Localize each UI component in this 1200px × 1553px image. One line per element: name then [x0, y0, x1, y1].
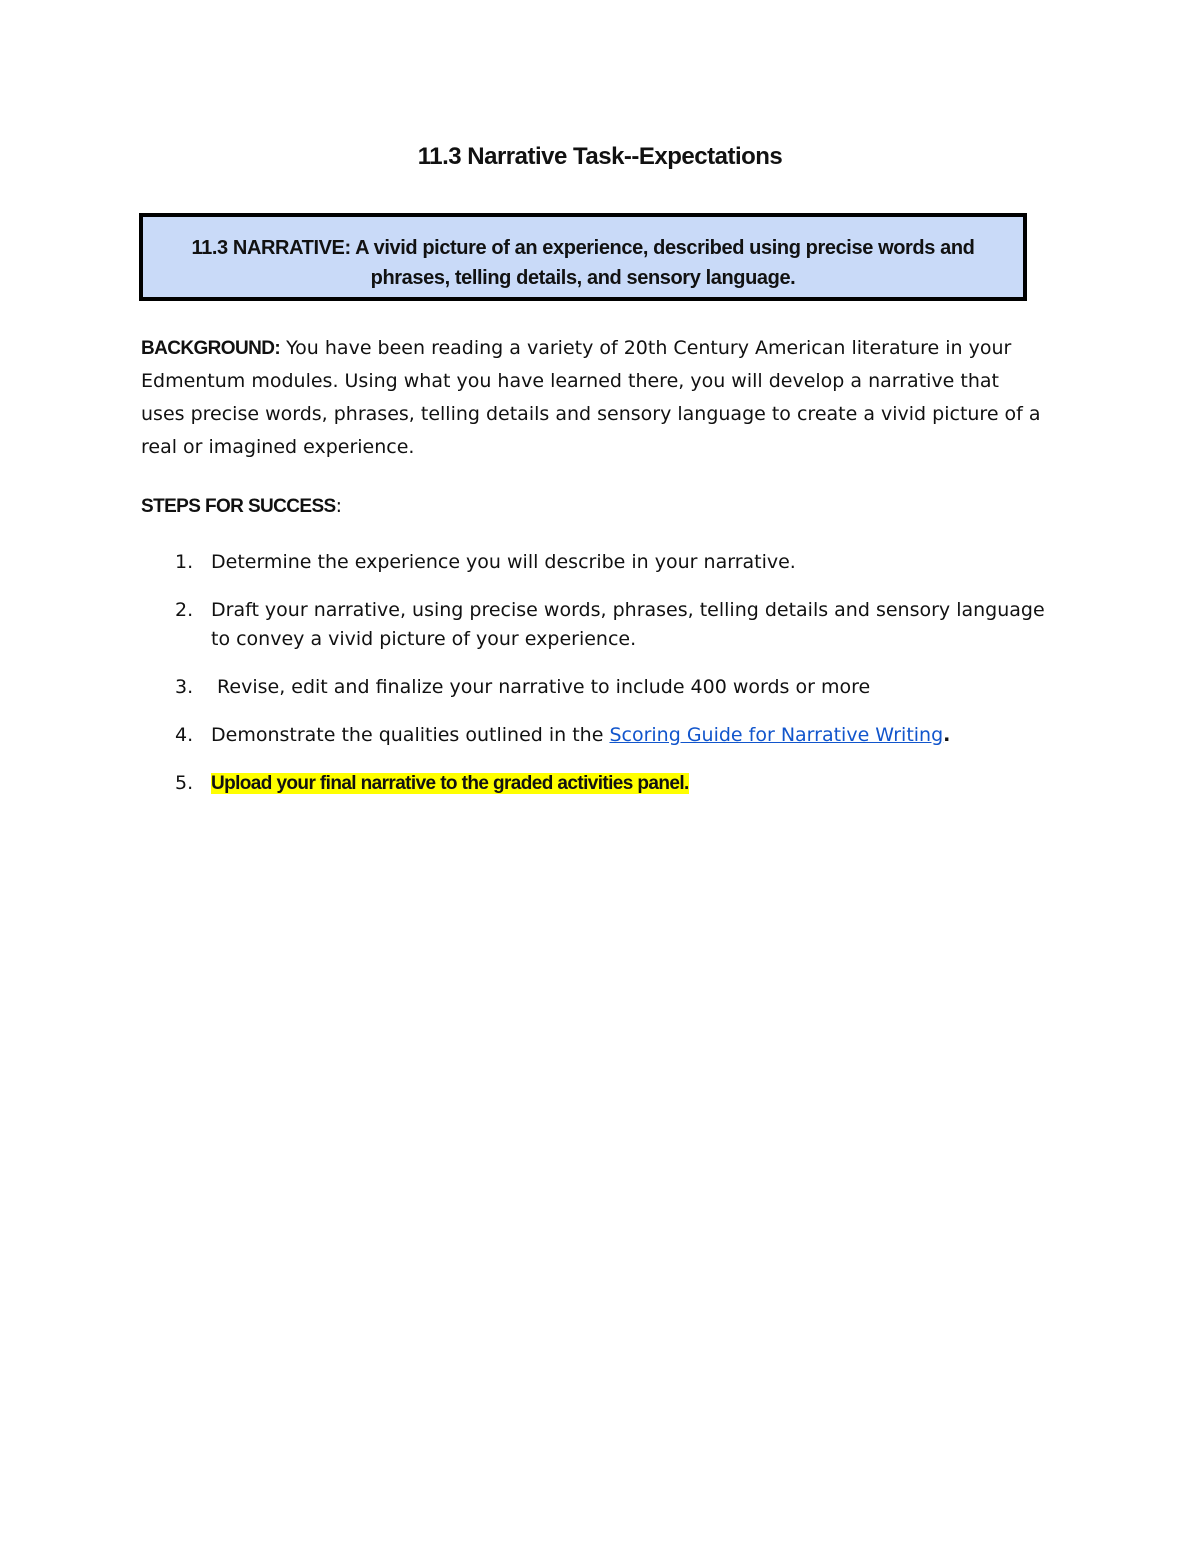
step-item-2 [141, 596, 1051, 654]
step-text: Determine the experience you will describe in your narrative. [211, 551, 796, 573]
step-item-5 [141, 769, 1051, 798]
background-label: BACKGROUND: [141, 338, 281, 359]
step-number: 4. [175, 724, 194, 746]
step-text-before-link: Demonstrate the qualities outlined in the [211, 724, 610, 746]
callout-text [143, 233, 1023, 293]
step-item-1 [141, 548, 1051, 577]
background-paragraph [141, 332, 1041, 464]
step-text: Draft your narrative, using precise words, phrases, telling details and sensory language to convey a vivid picture of your experience. [211, 599, 1045, 650]
callout-line-2: phrases, telling details, and sensory language. [370, 267, 796, 289]
step-text-after-link: . [943, 724, 951, 746]
step-item-4 [141, 721, 1051, 750]
callout-line-1: 11.3 NARRATIVE: A vivid picture of an experience, described using precise words and [191, 237, 975, 259]
background-text: You have been reading a variety of 20th Century American literature in your Edmentum modules. Using what you have learned there, you will develop a narrative that uses precise words, phrases, telling details and sensory language to create a vivid picture of a real or imagined experience. [141, 337, 1041, 458]
scoring-guide-link[interactable]: Scoring Guide for Narrative Writing [609, 724, 944, 746]
step-number: 3. [175, 676, 194, 698]
highlighted-upload-instruction: Upload your final narrative to the graded activities panel. [211, 773, 689, 794]
steps-heading [141, 495, 342, 518]
steps-list [141, 548, 1051, 817]
steps-heading-label: STEPS FOR SUCCESS [141, 496, 336, 517]
step-text: Revise, edit and finalize your narrative to include 400 words or more [211, 676, 871, 698]
step-number: 2. [175, 599, 194, 621]
step-number: 5. [175, 772, 194, 794]
narrative-callout-box [139, 213, 1027, 301]
step-number: 1. [175, 551, 194, 573]
step-item-3 [141, 673, 1051, 702]
steps-heading-suffix: : [335, 495, 343, 517]
page-title: 11.3 Narrative Task--Expectations [417, 143, 783, 170]
